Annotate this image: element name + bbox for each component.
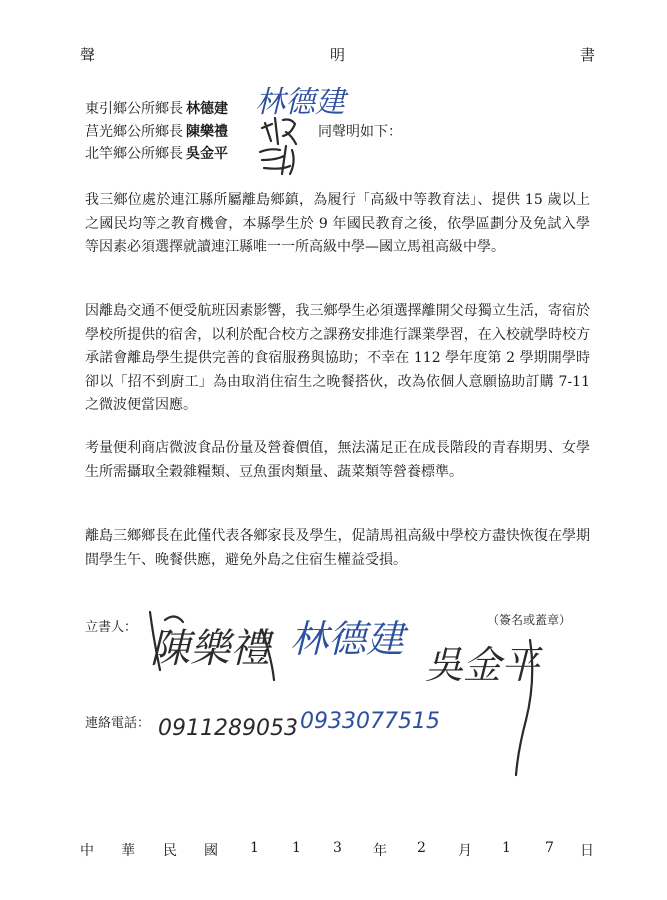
sign-note: （簽名或蓋章） — [487, 613, 572, 627]
phone-number-1: 0911289053 — [158, 716, 298, 741]
date-char: 國 — [204, 843, 218, 859]
date-char: 2 — [417, 840, 426, 856]
date-char: 3 — [333, 840, 342, 856]
addressee-name: 吳金平 — [186, 146, 228, 162]
addressee-office: 北竿鄉公所鄉長 — [85, 146, 183, 162]
body-paragraph-2: 因離島交通不便受航班因素影響，我三鄉學生必須選擇離開父母獨立生活，寄宿於學校所提供的宿舍，以利於配合校方之課務安排進行課業學習，在入校就學時校方承諾會離島學生提供完善的食宿服務與協助；不幸在 112 學年度第 2 學期開學時卻以「招不到廚工」為由取消住宿生之晚餐搭伙，改為依個人意願協助訂購 7-11 之微波便當因應。 — [85, 303, 590, 413]
title-char: 聲 — [80, 46, 96, 64]
signature-low: 吳金平 — [425, 643, 540, 687]
date-char: 1 — [250, 840, 259, 856]
title-char: 書 — [580, 46, 596, 64]
signature-top: 林德建 — [255, 85, 345, 120]
signature-top-repeat: 林德建 — [290, 617, 405, 661]
date-char: 7 — [545, 840, 554, 856]
date-char: 月 — [458, 843, 472, 859]
date-char: 日 — [580, 843, 594, 859]
date-char: 1 — [502, 840, 511, 856]
signature-mid: 陳樂禮 — [150, 626, 270, 672]
signers-label: 立書人： — [85, 620, 138, 635]
date-char: 民 — [163, 843, 177, 859]
date-char: 年 — [373, 843, 387, 859]
signature-low-stroke — [260, 146, 294, 174]
body-paragraph-4: 離島三鄉鄉長在此僅代表各鄉家長及學生，促請馬祖高級中學校方盡快恢復在學期間學生午、晚餐供應，避免外島之住宿生權益受損。 — [85, 528, 590, 568]
phone-number-2: 0933077515 — [300, 709, 440, 734]
addressee-name: 陳樂禮 — [186, 124, 228, 140]
date-char: 中 — [80, 843, 94, 859]
body-paragraph-1: 我三鄉位處於連江縣所屬離島鄉鎮，為履行「高級中等教育法」、提供 15 歲以上之國民均等之教育機會，本縣學生於 9 年國民教育之後，依學區劃分及免試入學等因素必須選擇就讀連江縣唯一一所高級中學—國立馬祖高級中學。 — [85, 192, 590, 255]
phone-label: 連絡電話： — [85, 716, 151, 731]
addressee-office: 東引鄉公所鄉長 — [85, 101, 183, 117]
addressee-suffix: 同聲明如下： — [318, 124, 402, 140]
date-char: 1 — [292, 840, 301, 856]
date-char: 華 — [121, 843, 135, 859]
body-paragraph-3: 考量便利商店微波食品份量及營養價值，無法滿足正在成長階段的青春期男、女學生所需攝取全穀雜糧類、豆魚蛋肉類量、蔬菜類等營養標準。 — [85, 440, 590, 480]
signature-mid-stroke — [262, 118, 296, 144]
title-char: 明 — [330, 46, 346, 64]
addressee-office: 莒光鄉公所鄉長 — [85, 124, 183, 140]
addressee-name: 林德建 — [186, 101, 228, 117]
document-date — [80, 840, 595, 860]
